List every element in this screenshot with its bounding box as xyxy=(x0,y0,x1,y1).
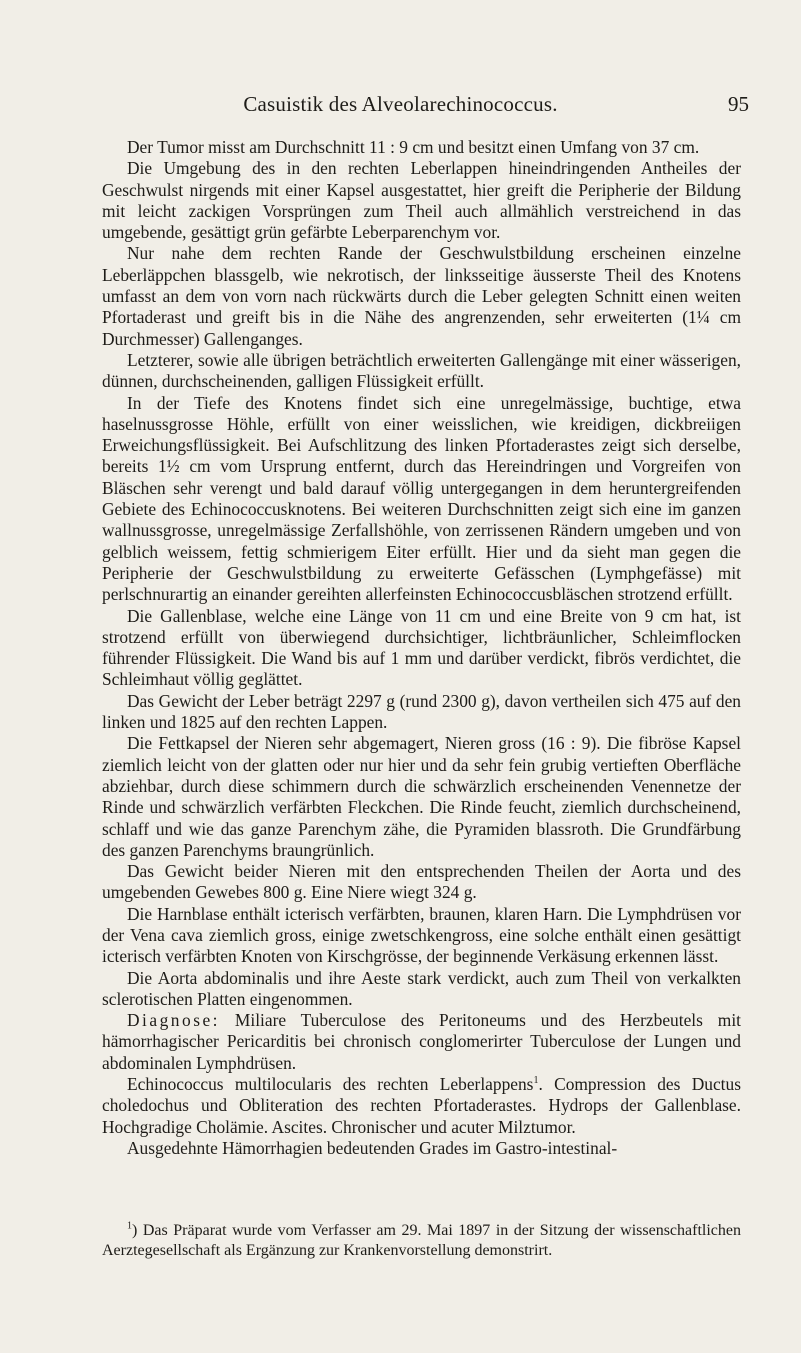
page-header xyxy=(0,92,801,126)
running-title: Casuistik des Alveolarechinococcus. xyxy=(243,92,558,116)
paragraph: Ausgedehnte Hämorrhagien bedeutenden Grades im Gastro-intestinal- xyxy=(127,1137,618,1158)
page-number: 95 xyxy=(728,92,749,116)
paragraph: Letzterer, sowie alle übrigen beträchtlich erweiterten Gallengänge mit einer wässerigen, dünnen, durchscheinenden, galligen Flüssigkeit erfüllt. xyxy=(102,349,741,392)
footnote-text: ) Das Präparat wurde vom Verfasser am 29. Mai 1897 in der Sitzung der wissenschaftlichen Aerztegesellschaft als Ergänzung zur Krankenvorstellung demonstrirt. xyxy=(102,1222,741,1259)
paragraph: Die Fettkapsel der Nieren sehr abgemagert, Nieren gross (16 : 9). Die fibröse Kapsel ziemlich leicht von der glatten oder nur hier und da sehr fein grubig vertieften Oberfläche abziehbar, durch diese schimmern durch die schwärzlich erscheinenden Venennetze der Rinde und schwärzlich verfärbten Fleckchen. Die Rinde feucht, ziemlich durchscheinend, schlaff und wie das ganze Parenchym zähe, die Pyramiden blassroth. Die Grundfärbung des ganzen Parenchyms braungrünlich. xyxy=(102,733,741,860)
paragraph: Nur nahe dem rechten Rande der Geschwulstbildung erscheinen einzelne Leberläppchen blassgelb, wie nekrotisch, der linksseitige äusserste Theil des Knotens umfasst an dem von vorn nach rückwärts durch die Leber gelegten Schnitt einen weiten Pfortaderast und greift bis in die Nähe des angrenzenden, sehr erweiterten (1¼ cm Durchmesser) Gallenganges. xyxy=(102,243,741,349)
paragraph: In der Tiefe des Knotens findet sich eine unregelmässige, buchtige, etwa haselnussgrosse Höhle, erfüllt von einer weisslichen, wie kreidigen, dickbreiigen Erweichungsflüssigkeit. Bei Aufschlitzung des linken Pfortaderastes zeigt sich derselbe, bereits 1½ cm vom Ursprung entfernt, durch das Hereindringen und Vorgreifen von Bläschen sehr verengt und bald darauf völlig untergegangen in dem heruntergreifenden Gebiete des Echinococcusknotens. Bei weiteren Durchschnitten zeigt sich eine im ganzen wallnussgrosse, unregelmässige Zerfallshöhle, von zerrissenen Rändern umgeben und von gelblich weissem, fettig schmierigem Eiter erfüllt. Hier und da sieht man gegen die Peripherie der Geschwulstbildung zu erweiterte Gefässchen (Lymphgefässe) mit perlschnurartig an einander gereihten allerfeinsten Echinococcusbläschen strotzend erfüllt. xyxy=(102,392,741,605)
echinococcus-paragraph xyxy=(102,1074,741,1138)
footnote-mark: 1 xyxy=(127,1220,132,1232)
diagnosis-text: Miliare Tuberculose des Peritoneums und des Herzbeutels mit hämorrhagischer Pericarditis bei chronisch conglomerirter Tuberculose der Lungen und abdominalen Lymphdrüsen. xyxy=(102,1010,741,1073)
body-text xyxy=(102,137,741,1159)
echinococcus-text-end: . Compression des Ductus choledochus und Obliteration des rechten Pfortaderastes. Hydrops der Gallenblase. Hochgradige Cholämie. Ascites. Chronischer und acuter Milztumor. xyxy=(102,1074,741,1137)
diagnosis-paragraph xyxy=(102,1010,741,1074)
paragraph: Die Harnblase enthält icterisch verfärbten, braunen, klaren Harn. Die Lymphdrüsen vor der Vena cava ziemlich gross, einige zwetschkengross, eine solche enthält einen gesättigt icterisch verfärbten Knoten von Kirschgrösse, der beginnende Verkäsung erkennen lässt. xyxy=(102,903,741,967)
echinococcus-text-start: Echinococcus multilocularis des rechten Leberlappens xyxy=(127,1074,534,1095)
footnotes xyxy=(102,1221,741,1260)
paragraph: Die Umgebung des in den rechten Leberlappen hineindringenden Antheiles der Geschwulst nirgends mit einer Kapsel ausgestattet, hier greift die Peripherie der Bildung mit leicht zackigen Vorsprüngen zum Theil auch allmählich verstreichend in das umgebende, gesättigt grün gefärbte Leberparenchym vor. xyxy=(102,158,741,243)
paragraph: Das Gewicht beider Nieren mit den entsprechenden Theilen der Aorta und des umgebenden Gewebes 800 g. Eine Niere wiegt 324 g. xyxy=(102,861,741,903)
paragraph: Der Tumor misst am Durchschnitt 11 : 9 cm und besitzt einen Umfang von 37 cm. xyxy=(127,137,700,157)
paragraph: Das Gewicht der Leber beträgt 2297 g (rund 2300 g), davon vertheilen sich 475 auf den linken und 1825 auf den rechten Lappen. xyxy=(102,690,741,733)
diagnosis-label: Diagnose: xyxy=(127,1010,221,1031)
paragraph: Die Aorta abdominalis und ihre Aeste stark verdickt, auch zum Theil von verkalkten sclerotischen Platten eingenommen. xyxy=(102,967,741,1009)
footnote xyxy=(102,1221,741,1260)
paragraph: Die Gallenblase, welche eine Länge von 11 cm und eine Breite von 9 cm hat, ist strotzend erfüllt von überwiegend durchsichtiger, lichtbräunlicher, Schleimflocken führender Flüssigkeit. Die Wand bis auf 1 mm und darüber verdickt, fibrös verdichtet, die Schleimhaut völlig geglättet. xyxy=(102,605,741,690)
footnote-reference[interactable]: 1 xyxy=(533,1075,539,1087)
